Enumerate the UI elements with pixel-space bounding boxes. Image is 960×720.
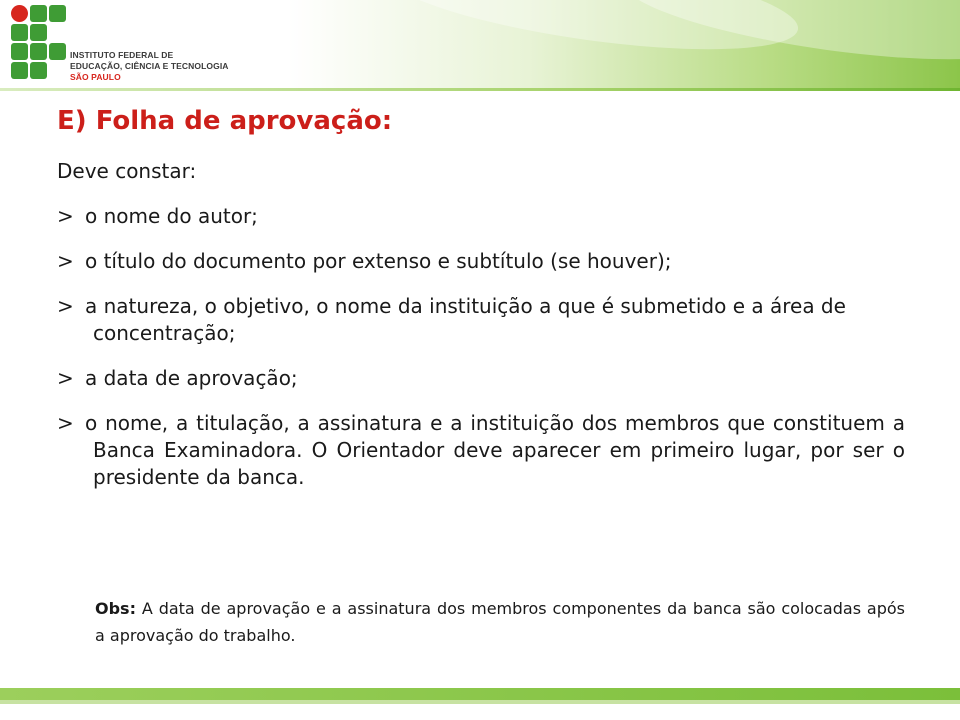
observation-label: Obs: (95, 599, 136, 618)
list-item (57, 410, 905, 491)
bullet-marker: > (57, 204, 74, 228)
list-item-text: o nome, a titulação, a assinatura e a instituição dos membros que constituem a Banca Examinadora. O Orientador deve aparecer em primeiro lugar, por ser o presidente da banca. (85, 411, 905, 489)
institution-name (70, 50, 229, 83)
institution-campus: SÃO PAULO (70, 72, 121, 82)
list-item (57, 365, 905, 392)
bullet-marker: > (57, 294, 74, 318)
list-item (57, 293, 905, 347)
bullet-marker: > (57, 411, 74, 435)
institution-logo-icon (10, 4, 68, 82)
list-item (57, 203, 905, 230)
list-item (57, 248, 905, 275)
intro-text: Deve constar: (57, 159, 197, 183)
observation-note (95, 595, 905, 649)
header-divider (0, 88, 960, 91)
slide-header (0, 0, 960, 90)
bullet-marker: > (57, 249, 74, 273)
institution-line: EDUCAÇÃO, CIÊNCIA E TECNOLOGIA (70, 61, 229, 71)
footer-bar-accent (0, 700, 960, 704)
list-item-text: o título do documento por extenso e subtítulo (se houver); (85, 249, 672, 273)
list-item-text: a natureza, o objetivo, o nome da instituição a que é submetido e a área de concentração; (85, 294, 846, 345)
institution-line: INSTITUTO FEDERAL DE (70, 50, 174, 60)
slide-title: E) Folha de aprovação: (57, 106, 393, 136)
footer-bar (0, 688, 960, 700)
list-item-text: o nome do autor; (85, 204, 258, 228)
observation-text: A data de aprovação e a assinatura dos membros componentes da banca são colocadas após a aprovação do trabalho. (95, 599, 905, 645)
bullet-marker: > (57, 366, 74, 390)
list-item-text: a data de aprovação; (85, 366, 298, 390)
slide-body (57, 158, 905, 509)
